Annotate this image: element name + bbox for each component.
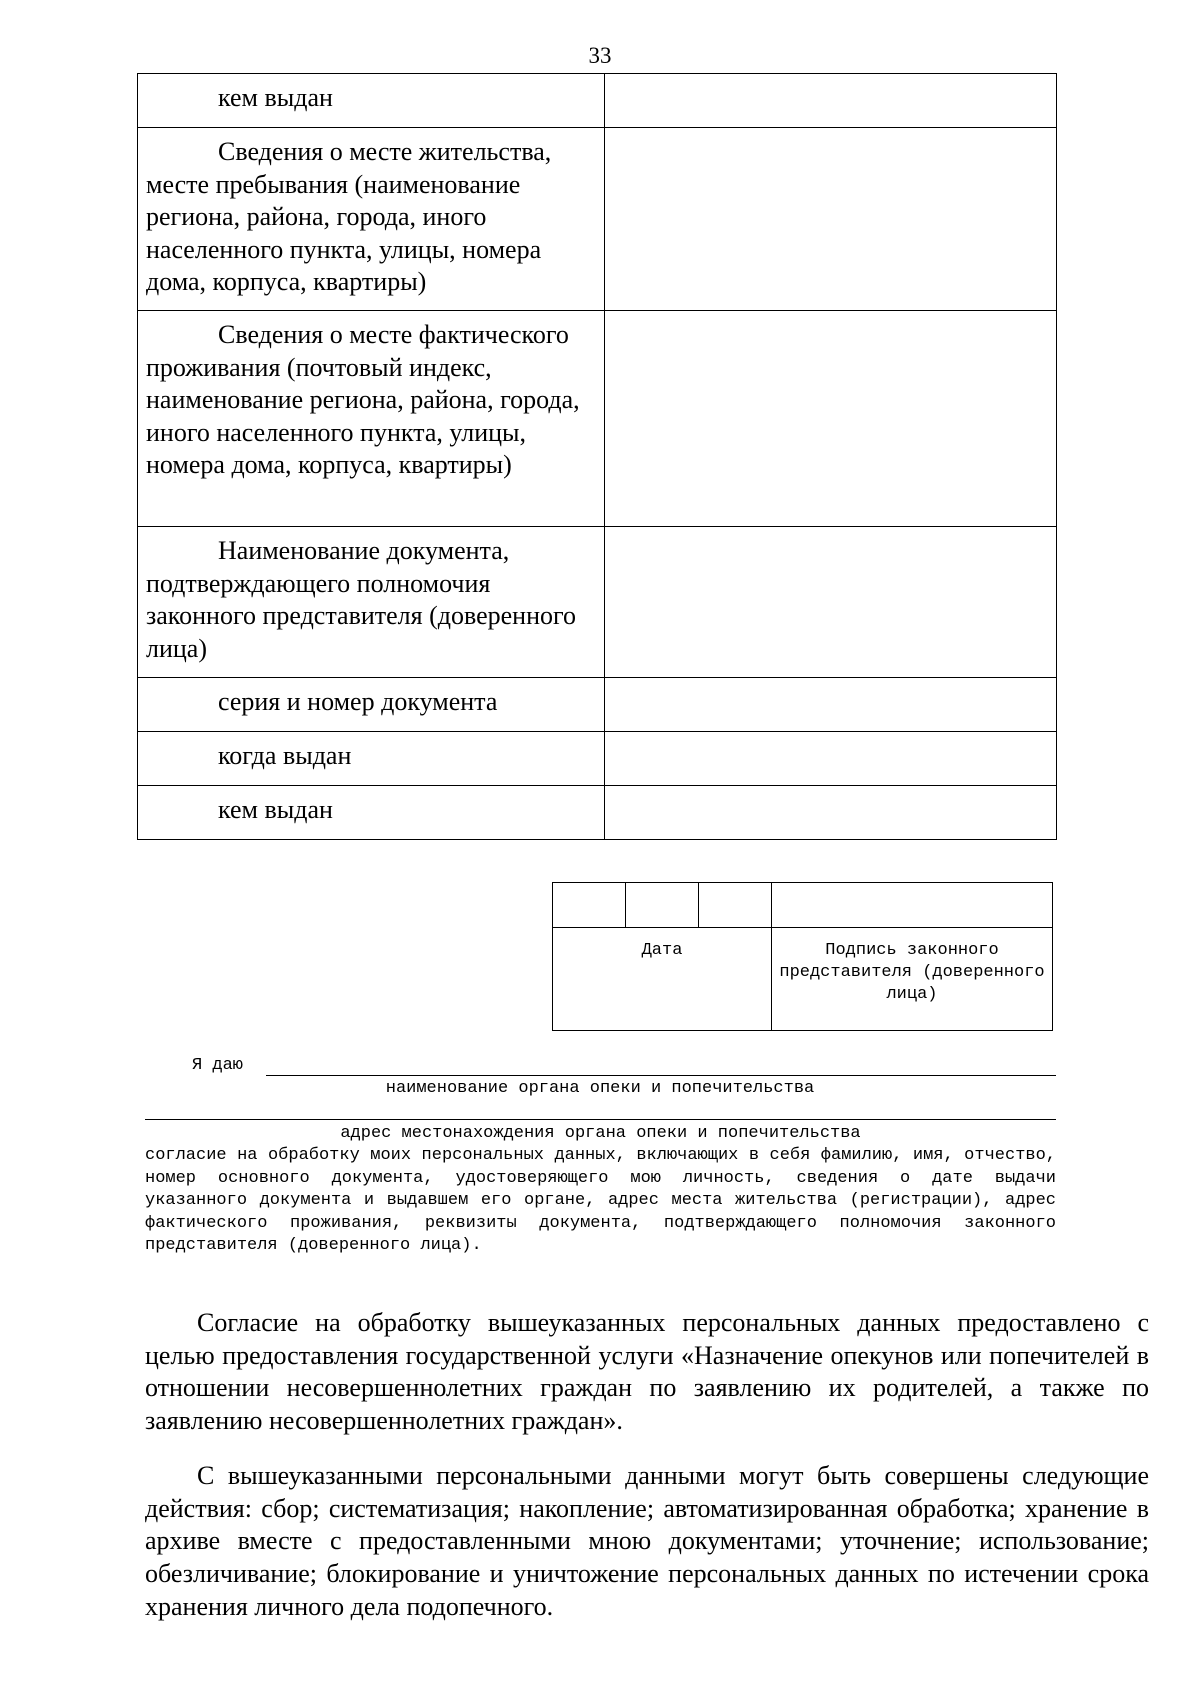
row-value-authority-document[interactable] bbox=[605, 527, 1057, 678]
row-value-issued-by-2[interactable] bbox=[605, 786, 1057, 840]
row-value-actual-residence[interactable] bbox=[605, 311, 1057, 527]
consent-text: согласие на обработку моих персональных данных, включающих в себя фамилию, имя, отчество, номер основного документа, удостоверяющего мою личность, сведения о дате выдачи указанного документа и выдавшем его органе, адрес места жительства (регистрации), адрес фактического проживания, реквизиты документа, подтверждающего полномочия законного представителя (доверенного лица). bbox=[145, 1146, 1056, 1256]
page-number: 33 bbox=[588, 43, 612, 68]
data-actions-paragraph: С вышеуказанными персональными данными могут быть совершены следующие действия: сбор; систематизация; накопление; автоматизированная обработка; хранение в архиве вместе с предоставленными мною документами; уточнение; использование; обезличивание; блокирование и уничтожение персональных данных по истечении срока хранения личного дела подопечного. bbox=[145, 1461, 1149, 1621]
consent-purpose-paragraph: Согласие на обработку вышеуказанных персональных данных предоставлено с целью предоставления государственной услуги «Назначение опекунов или попечителей в отношении несовершеннолетних граждан по заявлению их родителей, а также по заявлению несовершеннолетних граждан». bbox=[145, 1308, 1149, 1436]
organ-name-line[interactable] bbox=[266, 1075, 1056, 1076]
table-row bbox=[138, 74, 1057, 128]
row-label-issue-date: когда выдан bbox=[138, 732, 605, 786]
row-value-residence[interactable] bbox=[605, 128, 1057, 311]
row-label-authority-document: Наименование документа, подтверждающего полномочия законного представителя (доверенного лица) bbox=[138, 527, 605, 678]
row-value-series-number[interactable] bbox=[605, 678, 1057, 732]
signature-block bbox=[552, 882, 1053, 1031]
signature-box[interactable] bbox=[772, 883, 1053, 928]
row-label-issued-by: кем выдан bbox=[138, 74, 605, 128]
organ-name-caption: наименование органа опеки и попечительства bbox=[385, 1079, 815, 1098]
row-value-issued-by[interactable] bbox=[605, 74, 1057, 128]
personal-data-table bbox=[137, 73, 1057, 840]
row-label-issued-by-2: кем выдан bbox=[138, 786, 605, 840]
date-month-box[interactable] bbox=[626, 883, 699, 928]
organ-address-caption: адрес местонахождения органа опеки и попечительства bbox=[340, 1124, 861, 1143]
signature-caption-row bbox=[553, 928, 1053, 1031]
table-row bbox=[138, 678, 1057, 732]
row-value-issue-date[interactable] bbox=[605, 732, 1057, 786]
consent-intro: Я даю bbox=[192, 1056, 244, 1075]
date-year-box[interactable] bbox=[699, 883, 772, 928]
date-day-box[interactable] bbox=[553, 883, 626, 928]
table-row bbox=[138, 128, 1057, 311]
table-row bbox=[138, 527, 1057, 678]
signature-input-row bbox=[553, 883, 1053, 928]
table-row bbox=[138, 311, 1057, 527]
row-label-residence: Сведения о месте жительства, месте пребывания (наименование региона, района, города, иного населенного пункта, улицы, номера дома, корпуса, квартиры) bbox=[138, 128, 605, 311]
table-row bbox=[138, 732, 1057, 786]
organ-address-line[interactable] bbox=[145, 1119, 1056, 1120]
table-row bbox=[138, 786, 1057, 840]
row-label-series-number: серия и номер документа bbox=[138, 678, 605, 732]
signature-label: Подпись законного представителя (доверенного лица) bbox=[772, 928, 1053, 1031]
row-label-actual-residence: Сведения о месте фактического проживания (почтовый индекс, наименование региона, района, города, иного населенного пункта, улицы, номера дома, корпуса, квартиры) bbox=[138, 311, 605, 527]
date-label: Дата bbox=[553, 928, 772, 1031]
